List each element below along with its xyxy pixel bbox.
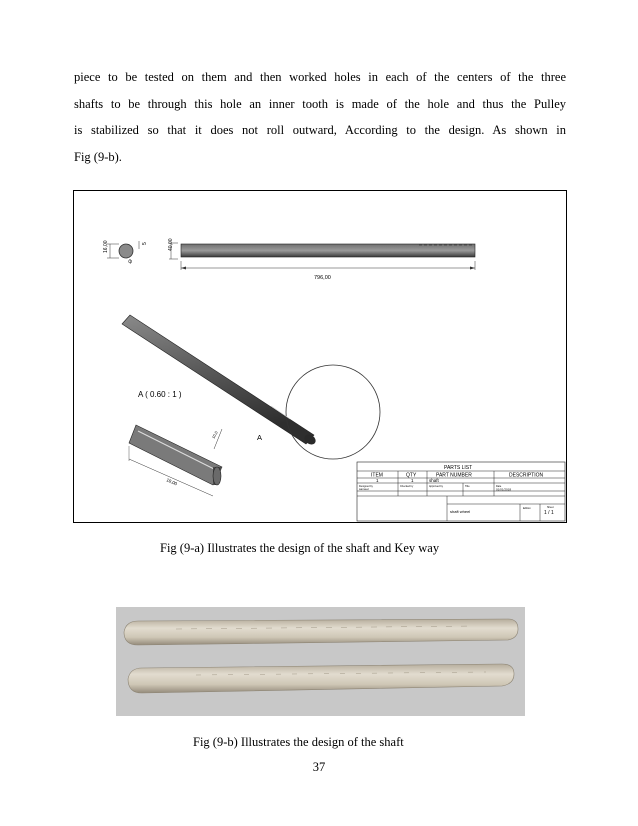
dim-small: 5	[142, 242, 148, 245]
parts-cell-qty: 1	[411, 478, 414, 483]
edition-label: Edition	[523, 507, 531, 510]
date-label: Date	[496, 485, 502, 488]
sheet-value: 1 / 1	[544, 510, 554, 516]
dim-length: 796,00	[314, 275, 331, 281]
checked-by-label: Checked by	[400, 485, 414, 488]
drawing-name: shaft wheel	[450, 509, 471, 514]
designed-by-label: Designed by	[359, 485, 373, 488]
title-block	[357, 462, 565, 521]
parts-cell-item: 1	[376, 478, 379, 483]
paragraph-line: is stabilized so that it does not roll outward, According to the design. As shown in	[74, 123, 566, 137]
body-paragraph	[74, 64, 566, 170]
parts-header-description: DESCRIPTION	[509, 472, 544, 479]
parts-header-qty: QTY	[406, 472, 417, 479]
dim-diameter-left: 16,00	[103, 240, 109, 253]
sheet-label: Sheet	[547, 506, 554, 509]
shaft-drawing	[74, 191, 568, 524]
detail-view	[129, 390, 222, 496]
paragraph-line: piece to be tested on them and then worked holes in each of the centers of the three	[74, 70, 566, 84]
svg-text:Ø: Ø	[127, 258, 135, 266]
detail-marker: A	[257, 433, 263, 442]
shaft-photo	[116, 607, 525, 716]
parts-cell-part-number: shaft	[429, 478, 439, 483]
figure-caption-a: Fig (9-a) Illustrates the design of the shaft and Key way	[160, 541, 440, 555]
parts-header-part-number: PART NUMBER	[436, 472, 472, 479]
parts-list-title: PARTS LIST	[444, 465, 473, 471]
technical-drawing-figure	[73, 190, 567, 523]
title-label: Title	[465, 485, 470, 488]
page-number: 37	[312, 760, 326, 774]
paragraph-line: shafts to be through this hole an inner tooth is made of the hole and thus the Pulley	[74, 96, 566, 111]
end-view	[103, 240, 148, 265]
date-value: 01/01/2018	[496, 487, 512, 492]
dim-detail-length: 18,00	[165, 477, 178, 487]
dim-detail-small: 10,0	[210, 430, 219, 440]
designed-by-value: sameer	[359, 487, 370, 491]
figure-caption-b: Fig (9-b) Illustrates the design of the shaft	[193, 735, 404, 749]
dim-height: 40,00	[168, 238, 174, 251]
detail-label: A ( 0.60 : 1 )	[138, 390, 182, 399]
approved-by-label: Approved by	[429, 485, 444, 488]
parts-header-item: ITEM	[371, 472, 383, 479]
paragraph-line: Fig (9-b).	[74, 149, 122, 164]
side-view	[168, 238, 475, 281]
